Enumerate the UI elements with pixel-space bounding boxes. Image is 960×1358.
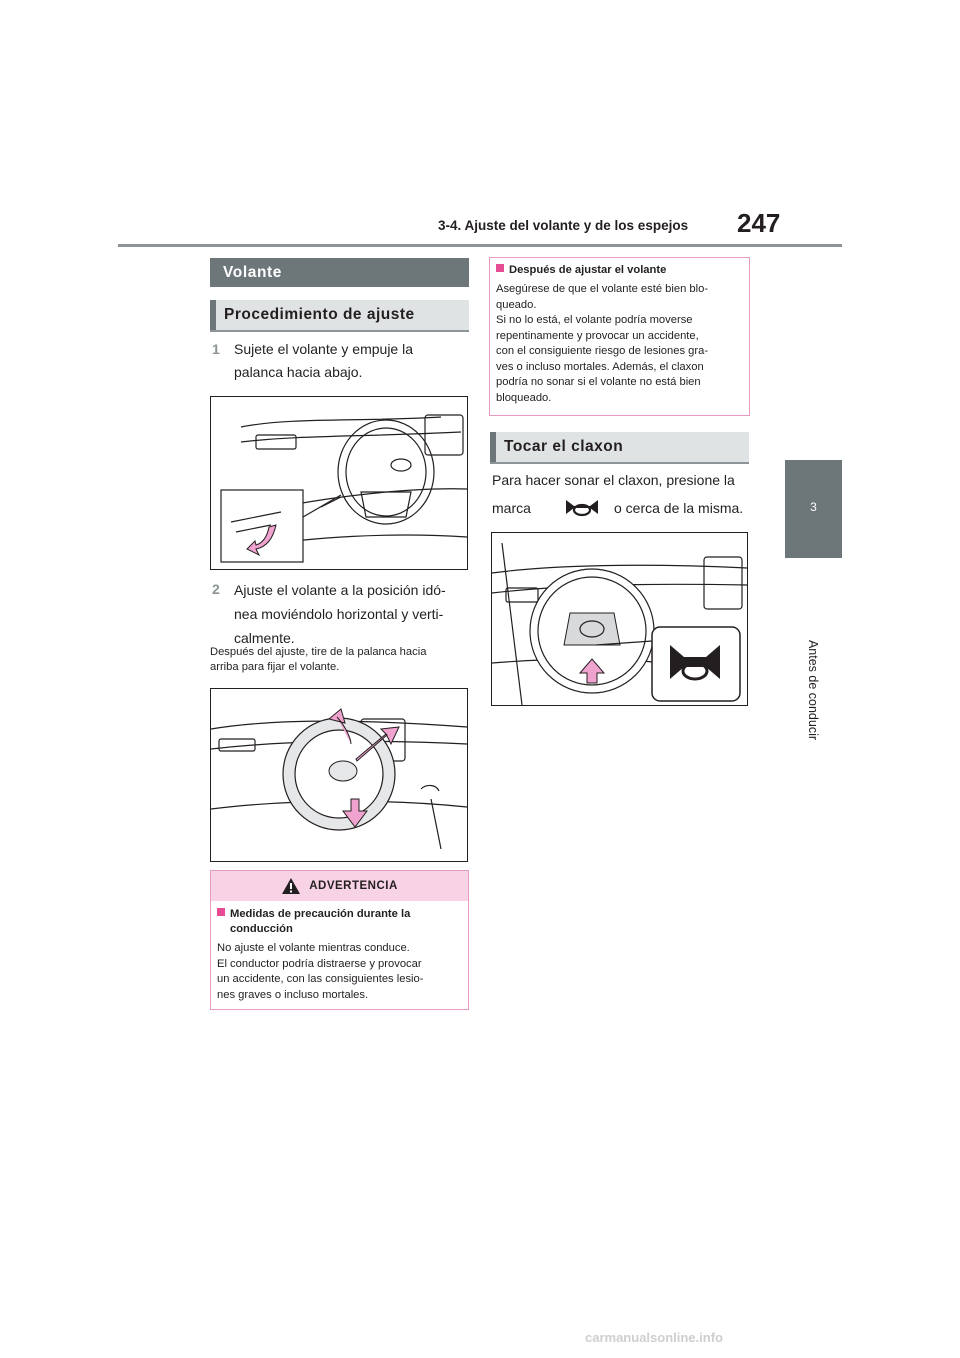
warning-box [210, 870, 469, 1010]
bullet-square-icon [217, 908, 225, 916]
step-2: 2 Ajuste el volante a la posición idó- nea moviéndolo horizontal y verti- calmente. [212, 578, 472, 648]
bullet-square-icon [496, 264, 504, 272]
notice-box [489, 257, 750, 416]
notice-title: Después de ajustar el volante [496, 263, 741, 278]
page-number: 247 [737, 208, 781, 238]
section-header-title: 3-4. Ajuste del volante y de los espejos [438, 218, 689, 233]
after-adjust-note: Después del ajuste, tire de la palanca hacia arriba para fijar el volante. [210, 646, 427, 673]
horn-instructions: Para hacer sonar el claxon, presione la marca o cerca de la misma. [492, 472, 744, 516]
figure-wheel-adjust [210, 688, 468, 862]
step-number: 2 [212, 581, 220, 597]
subsection-claxon: Tocar el claxon [490, 432, 749, 464]
header-rule [118, 244, 842, 247]
footer-watermark: carmanualsonline.info [585, 1330, 723, 1345]
warning-header: ADVERTENCIA [211, 871, 468, 901]
chapter-tab [785, 460, 842, 558]
step-number: 1 [212, 341, 220, 357]
notice-text: Asegúrese de que el volante esté bien blo- queado. Si no lo está, el volante podría moverse repentinamente y provocar un accidente, con el consiguiente riesgo de lesiones gra- ves o incluso mortales. Además, el claxon podría no sonar si el volante no está bien bloqueado. [496, 283, 709, 404]
step-1: 1 Sujete el volante y empuje la palanca hacia abajo. [212, 338, 472, 388]
section-volante: Volante [210, 258, 469, 287]
figure-lever-down [210, 396, 468, 570]
subsection-procedimiento: Procedimiento de ajuste [210, 300, 469, 332]
figure-horn [491, 532, 748, 706]
chapter-label: Antes de conducir [806, 639, 820, 741]
horn-mark-icon [564, 496, 600, 518]
warning-title: Medidas de precaución durante la conducción [217, 907, 460, 937]
chapter-number: 3 [810, 500, 817, 514]
warning-text: No ajuste el volante mientras conduce. El conductor podría distraerse y provocar un accidente, con las consiguientes lesio- nes graves o incluso mortales. [217, 942, 424, 1001]
warning-icon [281, 877, 301, 895]
